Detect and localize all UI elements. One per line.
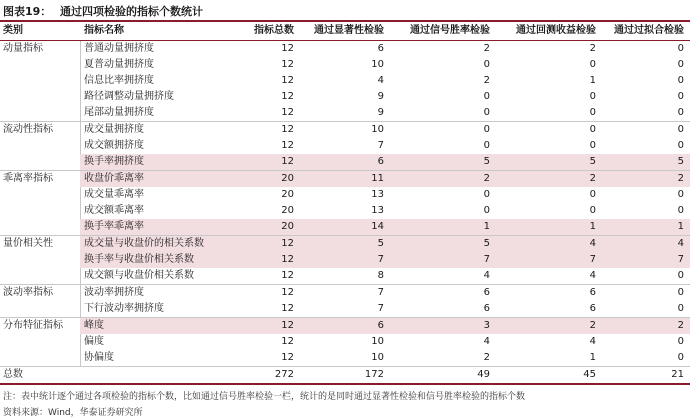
value-cell: 4 [483,270,490,281]
value-cell: 5 [377,238,384,249]
category-label [3,57,78,73]
value-cell: 0 [589,205,596,216]
value-cell: 0 [483,124,490,135]
value-cell: 12 [281,270,294,281]
value-cell: 7 [377,254,384,265]
header-overfit-test: 通过过拟合检验 [614,25,684,36]
category-label [3,138,78,154]
table-row [0,236,690,252]
indicator-name: 偏度 [84,336,104,347]
total-value: 272 [274,369,294,380]
value-cell: 0 [589,59,596,70]
category-label [3,268,78,284]
value-cell: 12 [281,140,294,151]
category-label [3,219,78,235]
value-cell: 14 [371,221,384,232]
value-cell: 1 [677,221,684,232]
table-group [0,122,690,171]
category-label: 波动率指标 [3,287,53,298]
value-cell: 12 [281,287,294,298]
category-label [3,334,78,350]
value-cell: 4 [483,336,490,347]
value-cell: 4 [377,75,384,86]
indicator-name: 波动率拥挤度 [84,287,144,298]
value-cell: 4 [589,270,596,281]
indicator-name: 尾部动量拥挤度 [84,107,154,118]
value-cell: 12 [281,156,294,167]
table-row [0,57,690,73]
value-cell: 5 [677,156,684,167]
figure-label: 图表19： [3,5,52,18]
value-cell: 12 [281,336,294,347]
value-cell: 6 [377,156,384,167]
value-cell: 12 [281,43,294,54]
value-cell: 0 [677,43,684,54]
table-header-row [0,23,690,41]
value-cell: 2 [483,352,490,363]
value-cell: 0 [483,91,490,102]
value-cell: 1 [589,352,596,363]
category-label [3,350,78,366]
total-value: 172 [364,369,384,380]
value-cell: 0 [589,189,596,200]
table-row [0,268,690,284]
category-label: 分布特征指标 [3,320,63,331]
value-cell: 3 [483,320,490,331]
table-row [0,301,690,317]
value-cell: 2 [589,43,596,54]
value-cell: 13 [371,189,384,200]
value-cell: 2 [483,75,490,86]
table-row [0,171,690,187]
value-cell: 0 [677,75,684,86]
table-row [0,187,690,203]
table-row [0,252,690,268]
value-cell: 7 [377,287,384,298]
value-cell: 12 [281,124,294,135]
value-cell: 5 [483,156,490,167]
figure-title: 通过四项检验的指标个数统计 [60,5,203,18]
indicator-name: 成交量拥挤度 [84,124,144,135]
value-cell: 12 [281,75,294,86]
value-cell: 0 [677,205,684,216]
value-cell: 0 [677,59,684,70]
table-row [0,219,690,235]
table-row [0,203,690,219]
header-backtest-test: 通过回测收益检验 [516,25,596,36]
indicator-name: 换手率拥挤度 [84,156,144,167]
value-cell: 12 [281,254,294,265]
table-bottom-rule [0,383,690,385]
table-row [0,138,690,154]
indicator-name: 信息比率拥挤度 [84,75,154,86]
table-row [0,122,690,138]
value-cell: 7 [377,140,384,151]
value-cell: 1 [483,221,490,232]
source-note: 资料来源：Wind，华泰证券研究所 [3,408,143,418]
indicator-name: 峰度 [84,320,104,331]
table-group [0,285,690,318]
table-row [0,154,690,170]
indicator-name: 换手率乖离率 [84,221,144,232]
value-cell: 6 [377,43,384,54]
value-cell: 6 [589,287,596,298]
value-cell: 2 [483,173,490,184]
value-cell: 0 [677,189,684,200]
indicator-name: 普通动量拥挤度 [84,43,154,54]
indicator-name: 夏普动量拥挤度 [84,59,154,70]
value-cell: 1 [589,221,596,232]
value-cell: 5 [589,156,596,167]
figure-title-bar [0,0,690,22]
value-cell: 7 [377,303,384,314]
category-label [3,154,78,170]
value-cell: 7 [589,254,596,265]
value-cell: 9 [377,107,384,118]
indicator-name: 收盘价乖离率 [84,173,144,184]
value-cell: 2 [589,173,596,184]
value-cell: 0 [677,303,684,314]
value-cell: 10 [371,59,384,70]
category-label [3,89,78,105]
table-row [0,41,690,57]
value-cell: 0 [677,91,684,102]
category-label [3,252,78,268]
value-cell: 1 [589,75,596,86]
table-group [0,318,690,367]
table-group [0,236,690,285]
value-cell: 5 [483,238,490,249]
value-cell: 20 [281,221,294,232]
header-category: 类别 [3,25,23,36]
value-cell: 0 [677,352,684,363]
category-label: 乖离率指标 [3,173,53,184]
table-row [0,105,690,121]
value-cell: 20 [281,189,294,200]
total-value: 49 [477,369,490,380]
value-cell: 10 [371,352,384,363]
value-cell: 0 [677,287,684,298]
value-cell: 2 [677,320,684,331]
table-row [0,73,690,89]
value-cell: 6 [483,303,490,314]
value-cell: 12 [281,91,294,102]
header-indicator-name: 指标名称 [84,25,124,36]
value-cell: 12 [281,238,294,249]
total-value: 21 [671,369,684,380]
value-cell: 0 [483,107,490,118]
value-cell: 0 [589,107,596,118]
value-cell: 12 [281,303,294,314]
value-cell: 0 [483,140,490,151]
value-cell: 0 [589,124,596,135]
table-row [0,318,690,334]
category-label [3,187,78,203]
value-cell: 8 [377,270,384,281]
table-row [0,89,690,105]
value-cell: 6 [483,287,490,298]
value-cell: 2 [677,173,684,184]
category-label [3,301,78,317]
value-cell: 9 [377,91,384,102]
value-cell: 0 [677,107,684,118]
table-note: 注：表中统计逐个通过各项检验的指标个数，比如通过信号胜率检验一栏，统计的是同时通过显著性检验和信号胜率检验的指标个数 [3,392,526,402]
value-cell: 12 [281,352,294,363]
value-cell: 10 [371,336,384,347]
table-row [0,285,690,301]
value-cell: 20 [281,173,294,184]
value-cell: 11 [371,173,384,184]
indicator-table [0,23,690,383]
table-group [0,41,690,122]
total-row [0,367,690,383]
value-cell: 12 [281,320,294,331]
value-cell: 6 [589,303,596,314]
value-cell: 7 [483,254,490,265]
total-label: 总数 [3,369,23,380]
indicator-name: 成交额与收盘价相关系数 [84,270,194,281]
value-cell: 6 [377,320,384,331]
indicator-name: 成交额乖离率 [84,205,144,216]
value-cell: 0 [589,91,596,102]
value-cell: 0 [677,336,684,347]
table-row [0,334,690,350]
indicator-name: 路径调整动量拥挤度 [84,91,174,102]
header-win-rate-test: 通过信号胜率检验 [410,25,490,36]
value-cell: 2 [483,43,490,54]
indicator-name: 换手率与收盘价相关系数 [84,254,194,265]
value-cell: 0 [483,59,490,70]
value-cell: 0 [677,124,684,135]
header-significance-test: 通过显著性检验 [314,25,384,36]
value-cell: 0 [589,140,596,151]
value-cell: 4 [677,238,684,249]
value-cell: 0 [677,270,684,281]
value-cell: 13 [371,205,384,216]
category-label: 流动性指标 [3,124,53,135]
value-cell: 2 [589,320,596,331]
indicator-name: 成交额拥挤度 [84,140,144,151]
value-cell: 4 [589,238,596,249]
category-label [3,105,78,121]
total-value: 45 [583,369,596,380]
indicator-name: 成交量与收盘价的相关系数 [84,238,204,249]
category-label [3,73,78,89]
value-cell: 0 [677,140,684,151]
value-cell: 4 [589,336,596,347]
value-cell: 0 [483,205,490,216]
category-label: 动量指标 [3,43,43,54]
table-body [0,41,690,367]
category-label [3,203,78,219]
table-row [0,350,690,366]
value-cell: 12 [281,59,294,70]
category-label: 量价相关性 [3,238,53,249]
value-cell: 7 [677,254,684,265]
value-cell: 20 [281,205,294,216]
header-total-count: 指标总数 [254,25,294,36]
table-group [0,171,690,236]
indicator-name: 成交量乖离率 [84,189,144,200]
indicator-name: 下行波动率拥挤度 [84,303,164,314]
value-cell: 12 [281,107,294,118]
indicator-name: 协偏度 [84,352,114,363]
value-cell: 10 [371,124,384,135]
value-cell: 0 [483,189,490,200]
